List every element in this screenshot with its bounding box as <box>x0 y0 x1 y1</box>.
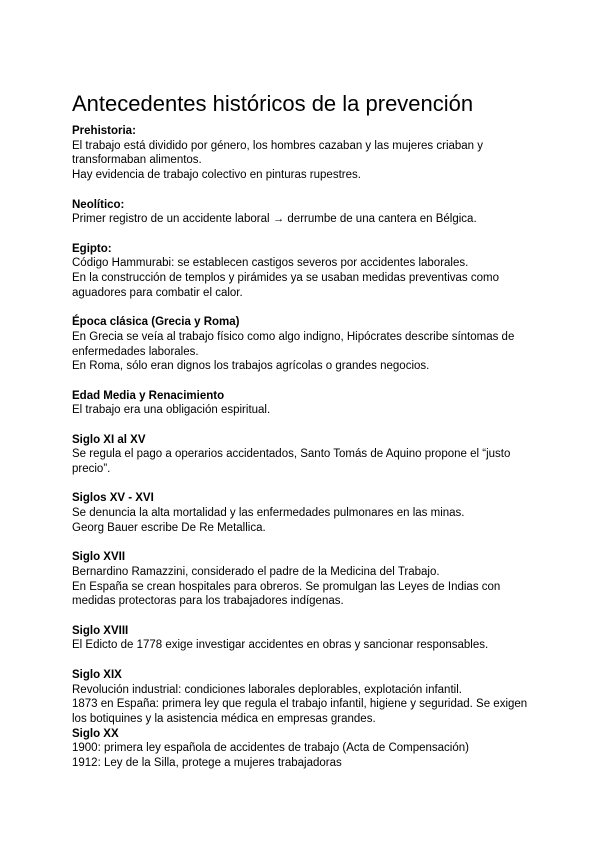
section-paragraph: El trabajo era una obligación espiritual. <box>72 404 271 417</box>
section-paragraph: En España se crean hospitales para obreros. Se promulgan las Leyes de Indias con medidas protectoras para los trabajadores indígenas. <box>72 580 501 608</box>
section-neolitico <box>72 198 542 227</box>
section-heading: Época clásica (Grecia y Roma) <box>72 316 240 329</box>
section-paragraph: En Roma, sólo eran dignos los trabajos agrícolas o grandes negocios. <box>72 360 430 373</box>
section-heading: Edad Media y Renacimiento <box>72 389 225 402</box>
section-paragraph: Georg Bauer escribe De Re Metallica. <box>72 521 266 534</box>
section-paragraph: Código Hammurabi: se establecen castigos severos por accidentes laborales. <box>72 257 469 270</box>
section-paragraph: Primer registro de un accidente laboral → derrumbe de una cantera en Bélgica. <box>72 213 477 226</box>
section-paragraph: En la construcción de templos y pirámides ya se usaban medidas preventivas como aguadores para combatir el calor. <box>72 272 499 299</box>
section-heading: Siglo XVIII <box>72 624 129 637</box>
section-paragraph: Bernardino Ramazzini, considerado el padre de la Medicina del Trabajo. <box>72 565 440 578</box>
section-heading: Siglo XIX <box>72 668 122 681</box>
section-paragraph: Revolución industrial: condiciones laborales deplorables, explotación infantil. <box>72 683 462 696</box>
section-heading: Siglo XVII <box>72 551 126 564</box>
section-epoca-clasica <box>72 315 542 374</box>
section-paragraph: Se regula el pago a operarios accidentados, Santo Tomás de Aquino propone el “justo precio”. <box>72 448 511 476</box>
section-paragraph: 1900: primera ley española de accidentes de trabajo (Acta de Compensación) <box>72 742 469 755</box>
section-paragraph: Se denuncia la alta mortalidad y las enfermedades pulmonares en las minas. <box>72 507 465 520</box>
section-egipto <box>72 242 542 301</box>
section-paragraph: 1873 en España: primera ley que regula el trabajo infantil, higiene y seguridad. Se exigen los botiquines y la asistencia médica en empresas grandes. <box>72 698 528 725</box>
section-paragraph: El trabajo está dividido por género, los hombres cazaban y las mujeres criaban y transformaban alimentos. <box>72 139 484 167</box>
section-siglo-xi-xv <box>72 433 542 477</box>
section-siglo-xvii <box>72 550 542 609</box>
section-heading: Siglos XV - XVI <box>72 492 154 505</box>
section-heading: Siglo XI al XV <box>72 433 146 446</box>
section-siglo-xx <box>72 727 542 771</box>
section-paragraph: El Edicto de 1778 exige investigar accidentes en obras y sancionar responsables. <box>72 639 489 652</box>
section-heading: Egipto: <box>72 242 112 255</box>
section-edad-media <box>72 389 542 418</box>
section-siglo-xix <box>72 668 542 727</box>
section-siglos-xv-xvi <box>72 491 542 535</box>
section-heading: Neolítico: <box>72 198 125 211</box>
section-heading: Siglo XX <box>72 727 119 740</box>
section-heading: Prehistoria: <box>72 125 136 137</box>
section-siglo-xviii <box>72 624 542 653</box>
section-prehistoria <box>72 124 542 183</box>
document-body <box>72 124 542 771</box>
section-paragraph: En Grecia se veía al trabajo físico como algo indigno, Hipócrates describe síntomas de enfermedades laborales. <box>72 330 515 358</box>
section-paragraph: Hay evidencia de trabajo colectivo en pinturas rupestres. <box>72 169 361 182</box>
page-title: Antecedentes históricos de la prevención <box>72 91 474 116</box>
section-paragraph: 1912: Ley de la Silla, protege a mujeres trabajadoras <box>72 757 342 770</box>
